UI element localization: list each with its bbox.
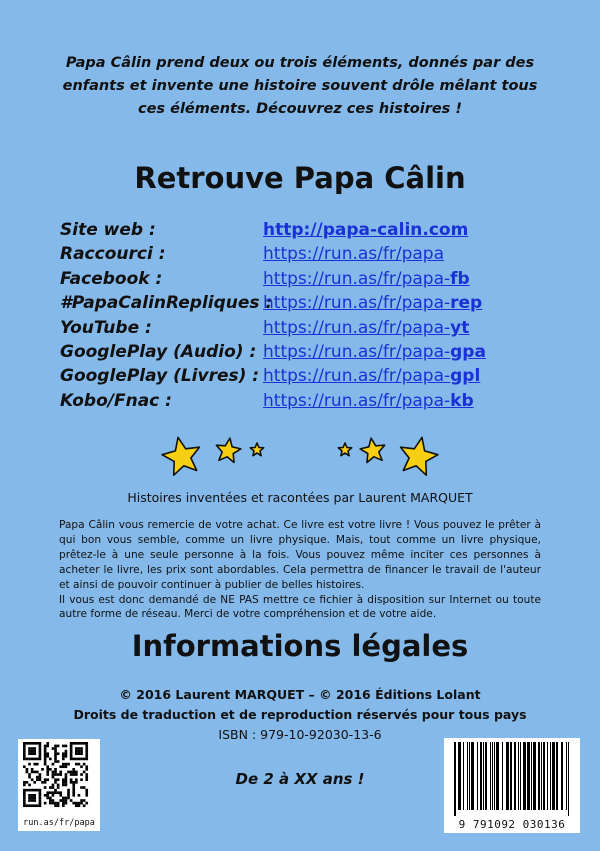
barcode-icon: [444, 738, 580, 816]
qr-code-icon: [18, 739, 100, 809]
star-icon: [360, 438, 384, 462]
link-url[interactable]: [263, 291, 482, 315]
link-url-suffix: fb: [450, 268, 470, 289]
link-url-base: https://run.as/fr/papa-: [263, 317, 451, 338]
link-url-suffix: rep: [450, 293, 483, 314]
link-url-base: https://run.as/fr/papa-: [263, 390, 451, 411]
star-icon: [250, 443, 263, 456]
age-range: De 2 à XX ans !: [235, 770, 365, 788]
rights-line: Droits de traduction et de reproduction réservés pour tous pays: [73, 707, 527, 722]
copyright-notice: [59, 518, 541, 622]
link-url-suffix: yt: [450, 317, 470, 338]
copyright-line: © 2016 Laurent MARQUET – © 2016 Éditions Lolant: [119, 687, 481, 702]
link-label: Facebook :: [60, 268, 163, 289]
star-icon: [162, 437, 199, 475]
legal-title: Informations légales: [131, 629, 469, 663]
links-list: [60, 218, 540, 413]
star-icon: [401, 437, 438, 475]
link-url[interactable]: [263, 267, 470, 291]
link-url-base: https://run.as/fr/papa-: [263, 366, 451, 387]
link-row: [60, 340, 540, 364]
qr-caption: run.as/fr/papa: [23, 818, 95, 828]
star-icon: [216, 438, 240, 462]
link-row: [60, 364, 540, 388]
link-url-suffix: gpa: [450, 341, 486, 362]
link-url-suffix: http://papa-calin.com: [263, 220, 469, 240]
credit-line: Histoires inventées et racontées par Laurent MARQUET: [127, 490, 473, 505]
link-label: #PapaCalinRepliques :: [60, 293, 273, 314]
link-url[interactable]: [263, 364, 480, 388]
barcode-number: 9 791092 030136: [458, 818, 566, 831]
link-url-base: https://run.as/fr/papa: [263, 244, 444, 265]
link-label: GooglePlay (Livres) :: [60, 366, 260, 387]
link-url-base: https://run.as/fr/papa-: [263, 268, 451, 289]
link-url[interactable]: [263, 340, 486, 364]
link-row: [60, 389, 540, 413]
intro-text: Papa Câlin prend deux ou trois éléments, donnés par des enfants et invente une histoire souvent drôle mêlant tous ces éléments. Découvrez ces histoires !: [62, 55, 538, 117]
find-title: Retrouve Papa Câlin: [134, 161, 466, 195]
link-label: GooglePlay (Audio) :: [60, 341, 257, 362]
link-url[interactable]: [263, 242, 444, 266]
link-label: Kobo/Fnac :: [60, 390, 172, 411]
link-url[interactable]: [263, 316, 469, 340]
notice-paragraph-2: Il vous est donc demandé de NE PAS mettre ce fichier à disposition sur Internet ou toute autre forme de réseau. Merci de votre compréhension et de votre aide.: [59, 593, 541, 621]
link-url-base: https://run.as/fr/papa-: [263, 293, 451, 314]
isbn-line: ISBN : 979-10-92030-13-6: [218, 727, 382, 742]
link-row: [60, 218, 540, 242]
legal-info: [0, 685, 600, 745]
star-icon: [338, 443, 351, 456]
link-url-suffix: kb: [450, 390, 474, 411]
link-row: [60, 291, 540, 315]
link-label: Site web :: [60, 220, 156, 240]
qr-code[interactable]: [18, 739, 100, 831]
link-row: [60, 267, 540, 291]
link-label: Raccourci :: [60, 244, 166, 265]
link-url-suffix: gpl: [450, 366, 481, 387]
isbn-barcode: [444, 738, 580, 833]
link-url-base: https://run.as/fr/papa-: [263, 341, 451, 362]
link-url[interactable]: [263, 218, 468, 242]
link-label: YouTube :: [60, 317, 152, 338]
stars-decoration: [150, 430, 450, 480]
link-row: [60, 242, 540, 266]
link-url[interactable]: [263, 389, 474, 413]
notice-paragraph-1: Papa Câlin vous remercie de votre achat. Ce livre est votre livre ! Vous pouvez le prêter à qui bon vous semble, comme un livre physique. Mais, tout comme un livre physique, prêtez-le à une seule personne à la fois. Vous pouvez même inciter ces personnes à acheter le livre, les prix sont abordables. Cela permettra de financer le travail de l'auteur et ainsi de pouvoir continuer à publier de belles histoires.: [59, 519, 541, 591]
link-row: [60, 316, 540, 340]
